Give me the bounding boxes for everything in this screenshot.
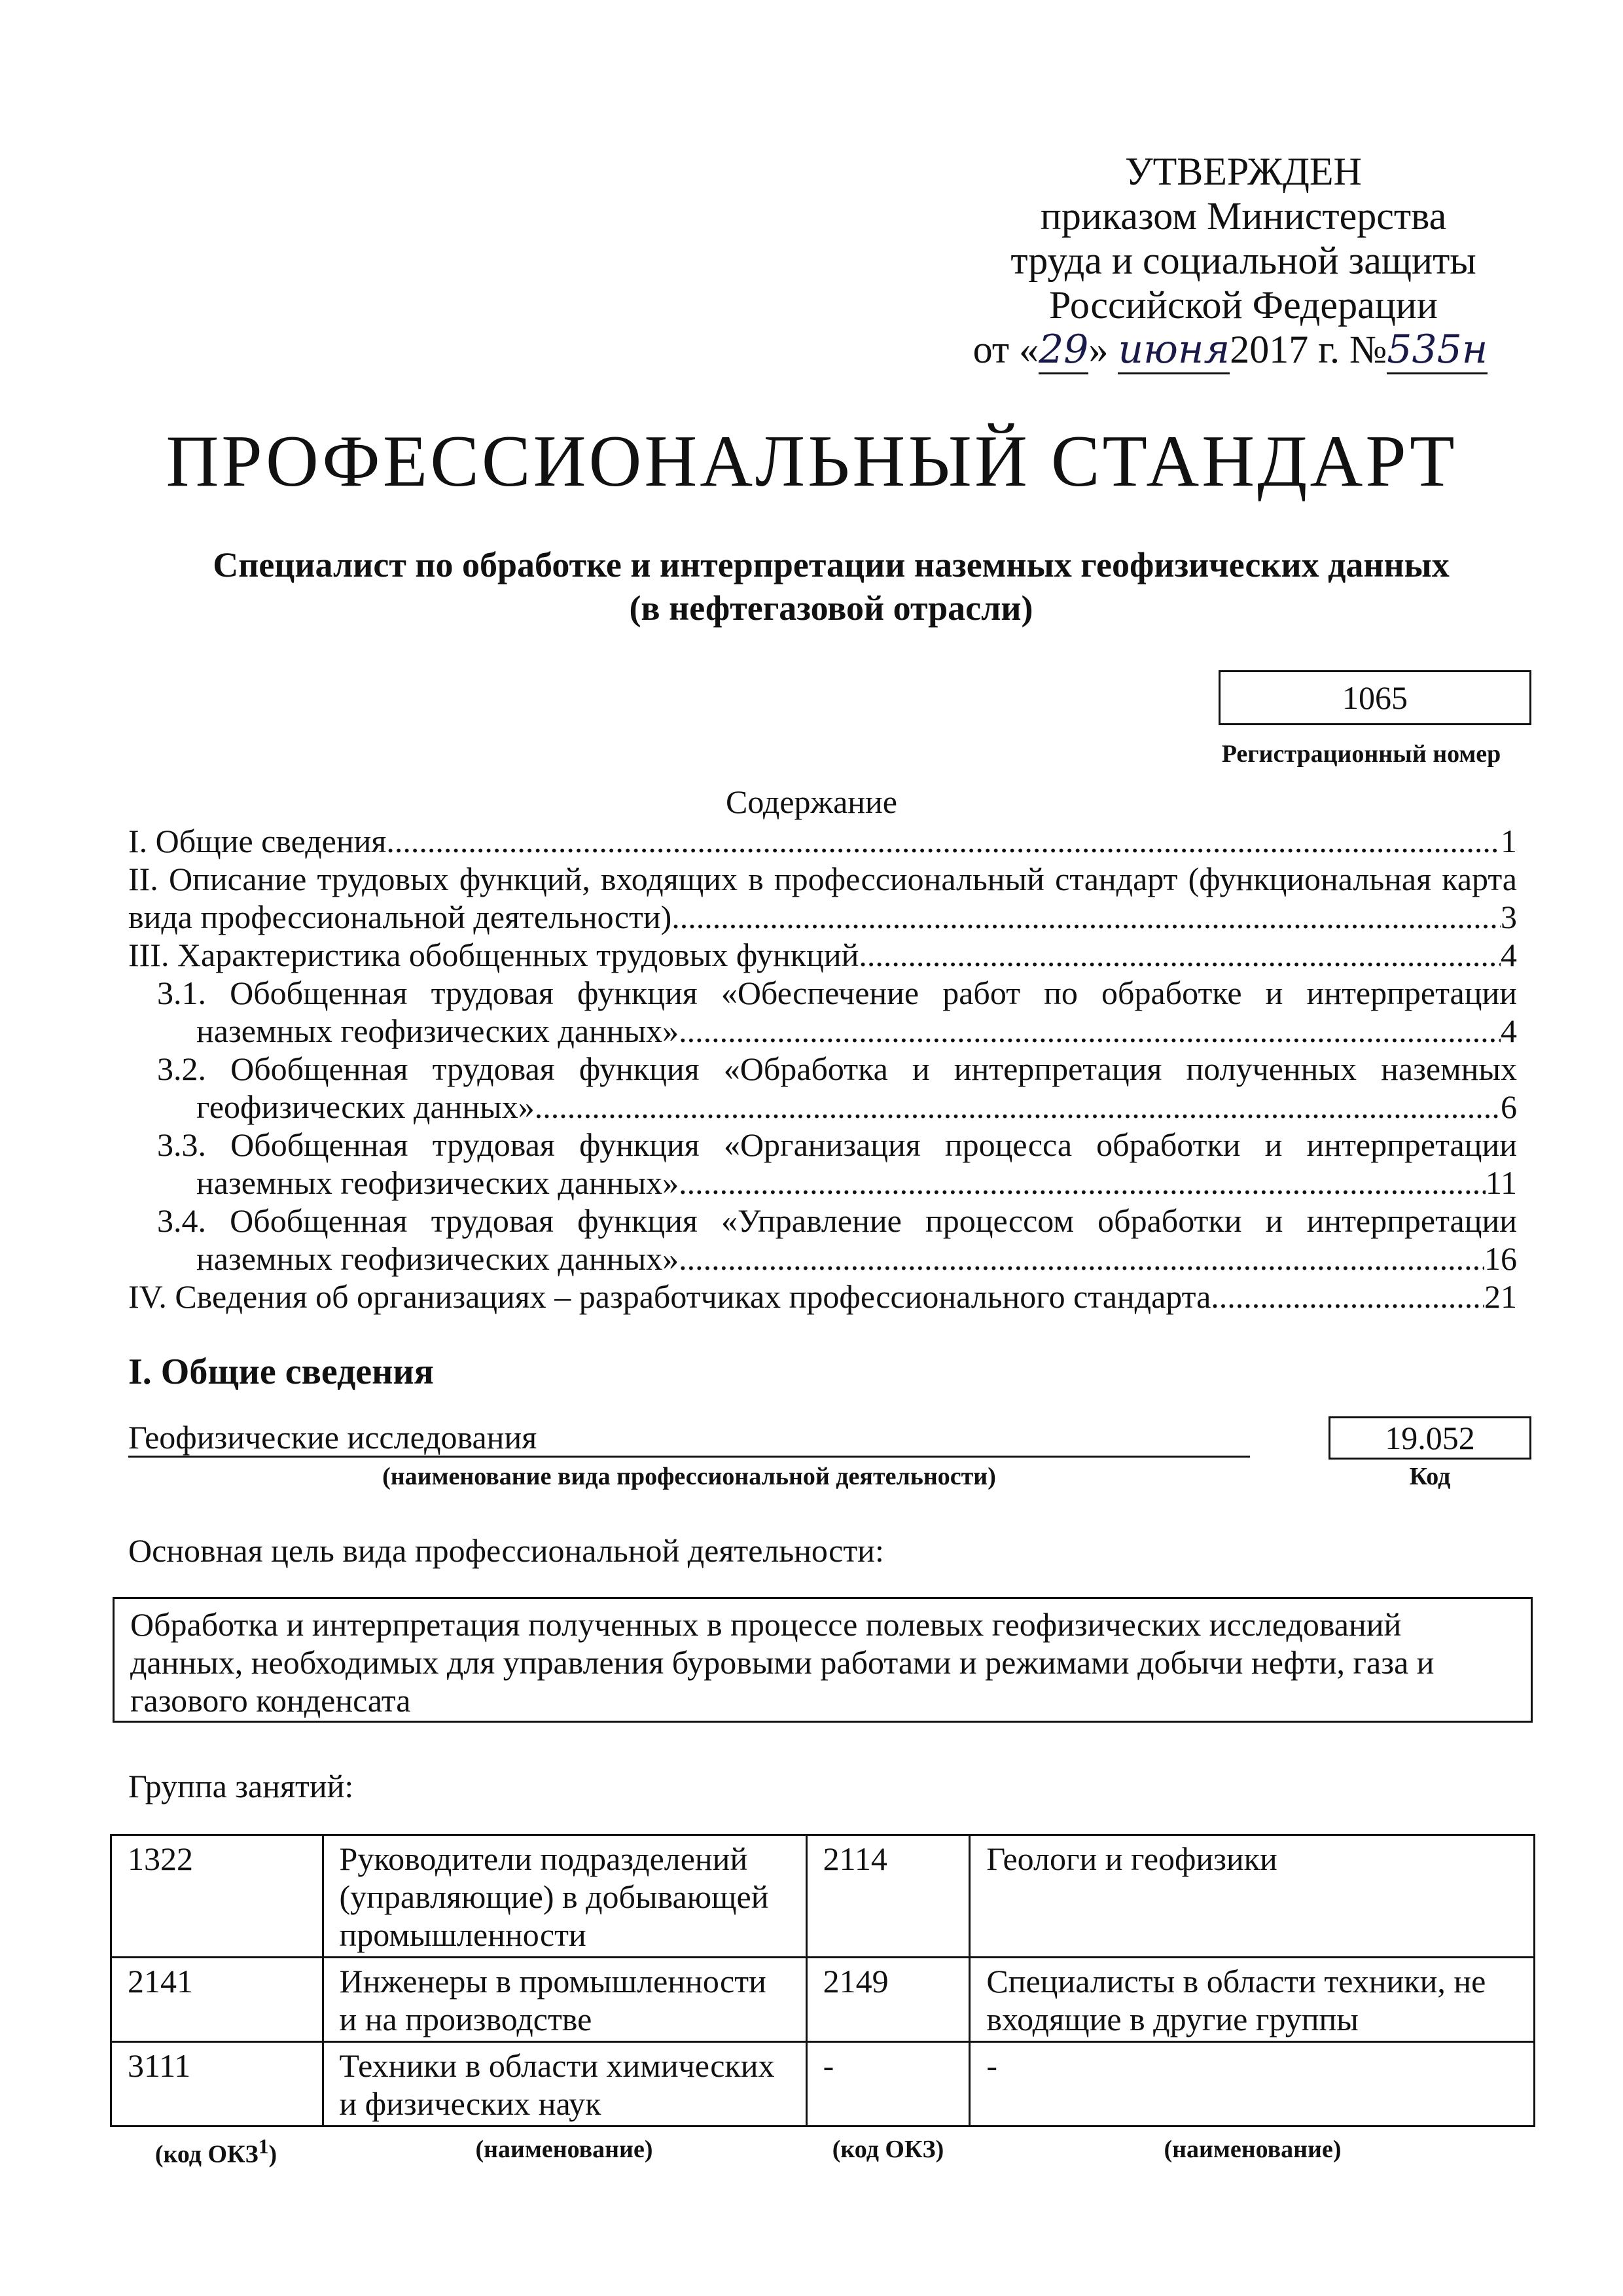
okz-code-cell: 2141 (111, 1958, 323, 2042)
okz-code-caption-text: (код ОКЗ (154, 2140, 259, 2168)
occupation-name-line: промышленности (339, 1916, 586, 1953)
toc-entry-text: наземных геофизических данных» (196, 1013, 679, 1049)
occupation-table (110, 1834, 1535, 2127)
toc-entry-text: III. Характеристика обобщенных трудовых функций (128, 937, 859, 973)
occupation-name-line: Техники в области химических (339, 2047, 775, 2084)
occupation-name-cell (970, 1958, 1535, 2042)
date-mid: » (1088, 328, 1118, 371)
okz-code-cell: 1322 (111, 1835, 323, 1958)
occupation-name-cell (970, 1835, 1535, 1958)
okz-code-caption-close: ) (268, 2140, 277, 2168)
okz-code-cell: 3111 (111, 2042, 323, 2126)
registration-number-box: 1065 (1219, 670, 1531, 725)
contents-title: Содержание (726, 783, 897, 820)
toc-entry-page: 16 (1484, 1240, 1517, 1277)
toc-entry (128, 822, 1517, 860)
toc-entry-page: 4 (1501, 937, 1517, 973)
toc-entry-text: IV. Сведения об организациях – разработчиках профессионального стандарта (128, 1278, 1211, 1315)
registration-number-label: Регистрационный номер (1221, 740, 1501, 768)
toc-entry-text: геофизических данных» (196, 1088, 535, 1125)
occupation-name-line: входящие в другие группы (986, 2001, 1359, 2037)
toc-entry (128, 936, 1517, 974)
occupation-group-label: Группа занятий: (128, 1768, 354, 1804)
toc-entry-text: вида профессиональной деятельности) (128, 899, 672, 935)
toc-entry-line: 3.2. Обобщенная трудовая функция «Обработка и интерпретация полученных наземных (157, 1050, 1517, 1087)
toc-entry (128, 898, 1517, 936)
toc-leader (535, 1088, 1501, 1126)
toc-leader (1211, 1278, 1484, 1316)
name-caption-2: (наименование) (1164, 2136, 1342, 2163)
activity-caption: (наименование вида профессиональной деятельности) (382, 1463, 996, 1490)
name-caption: (наименование) (475, 2136, 653, 2163)
occupation-name-line: Руководители подразделений (339, 1840, 748, 1877)
goal-line-3: газового конденсата (130, 1682, 411, 1719)
toc-entry (128, 1012, 1517, 1050)
table-row (111, 1958, 1535, 2042)
goal-line-1: Обработка и интерпретация полученных в процессе полевых геофизических исследований (130, 1606, 1402, 1643)
approval-block (916, 149, 1571, 372)
toc-entry-page: 21 (1484, 1278, 1517, 1315)
date-day-handwritten: 29 (1039, 327, 1088, 374)
occupation-name-cell (323, 2042, 806, 2126)
toc-entry-line: 3.4. Обобщенная трудовая функция «Управление процессом обработки и интерпретации (157, 1202, 1517, 1239)
subtitle-line-2: (в нефтегазовой отрасли) (629, 588, 1033, 628)
activity-code-caption: Код (1409, 1463, 1451, 1490)
toc-leader (679, 1164, 1486, 1202)
activity-name: Геофизические исследования (128, 1419, 1250, 1458)
table-row (111, 1835, 1535, 1958)
table-of-contents (128, 822, 1517, 1316)
occupation-name-line: Специалисты в области техники, не (986, 1963, 1486, 2000)
approval-date-line (903, 327, 1558, 372)
toc-entry (128, 1164, 1517, 1202)
occupation-name-line: Инженеры в промышленности (339, 1963, 766, 2000)
toc-entry-text: I. Общие сведения (128, 823, 387, 859)
toc-entry-page: 3 (1501, 899, 1517, 935)
goal-line-2: данных, необходимых для управления буровыми работами и режимами добычи нефти, газа и (130, 1644, 1435, 1681)
occupation-name-line: Геологи и геофизики (986, 1840, 1277, 1877)
goal-label: Основная цель вида профессиональной деятельности: (128, 1532, 884, 1569)
occupation-name-line: (управляющие) в добывающей (339, 1878, 769, 1915)
okz-code-cell: 2149 (806, 1958, 970, 2042)
toc-leader (386, 822, 1501, 860)
occupation-name-line: и физических наук (339, 2085, 601, 2122)
occupation-name-cell (323, 1835, 806, 1958)
toc-entry-text: наземных геофизических данных» (196, 1240, 679, 1277)
section-title: I. Общие сведения (128, 1352, 434, 1392)
date-year: 2017 г. № (1230, 328, 1387, 371)
toc-leader (859, 936, 1501, 974)
toc-entry-page: 4 (1501, 1013, 1517, 1049)
toc-entry (128, 1278, 1517, 1316)
occupation-name-line: и на производстве (339, 2001, 592, 2037)
occupation-name-cell: - (970, 2042, 1535, 2126)
toc-entry-page: 6 (1501, 1088, 1517, 1125)
date-prefix: от « (972, 328, 1039, 371)
toc-entry-line: 3.1. Обобщенная трудовая функция «Обеспечение работ по обработке и интерпретации (157, 975, 1517, 1011)
approval-line-2: труда и социальной защиты (1010, 239, 1476, 282)
approval-heading: УТВЕРЖДЕН (1125, 150, 1362, 193)
toc-entry-page: 1 (1501, 823, 1517, 859)
occupation-name-cell (323, 1958, 806, 2042)
toc-leader (679, 1012, 1501, 1050)
toc-entry-text: наземных геофизических данных» (196, 1164, 679, 1201)
toc-leader (679, 1240, 1484, 1278)
okz-code-caption-2: (код ОКЗ) (832, 2136, 944, 2163)
approval-line-3: Российской Федерации (1048, 283, 1438, 327)
goal-box (113, 1597, 1533, 1723)
approval-line-1: приказом Министерства (1040, 194, 1447, 238)
subtitle-line-1: Специалист по обработке и интерпретации наземных геофизических данных (213, 545, 1450, 584)
okz-code-cell: 2114 (806, 1835, 970, 1958)
order-number-handwritten: 535н (1387, 327, 1488, 374)
toc-entry-line: II. Описание трудовых функций, входящих в профессиональный стандарт (функциональная карта (128, 861, 1517, 897)
okz-code-caption (110, 2135, 322, 2169)
toc-entry-line: 3.3. Обобщенная трудовая функция «Организация процесса обработки и интерпретации (157, 1126, 1517, 1163)
table-row (111, 2042, 1535, 2126)
toc-entry (128, 1240, 1517, 1278)
okz-code-cell: - (806, 2042, 970, 2126)
page-title: ПРОФЕССИОНАЛЬНЫЙ СТАНДАРТ (166, 421, 1457, 502)
toc-entry (128, 1088, 1517, 1126)
toc-entry-page: 11 (1485, 1164, 1517, 1201)
toc-leader (671, 898, 1501, 936)
activity-code-box: 19.052 (1329, 1416, 1531, 1460)
subtitle (131, 543, 1531, 630)
footnote-marker: 1 (258, 2135, 269, 2158)
date-month-handwritten: июня (1118, 327, 1230, 374)
